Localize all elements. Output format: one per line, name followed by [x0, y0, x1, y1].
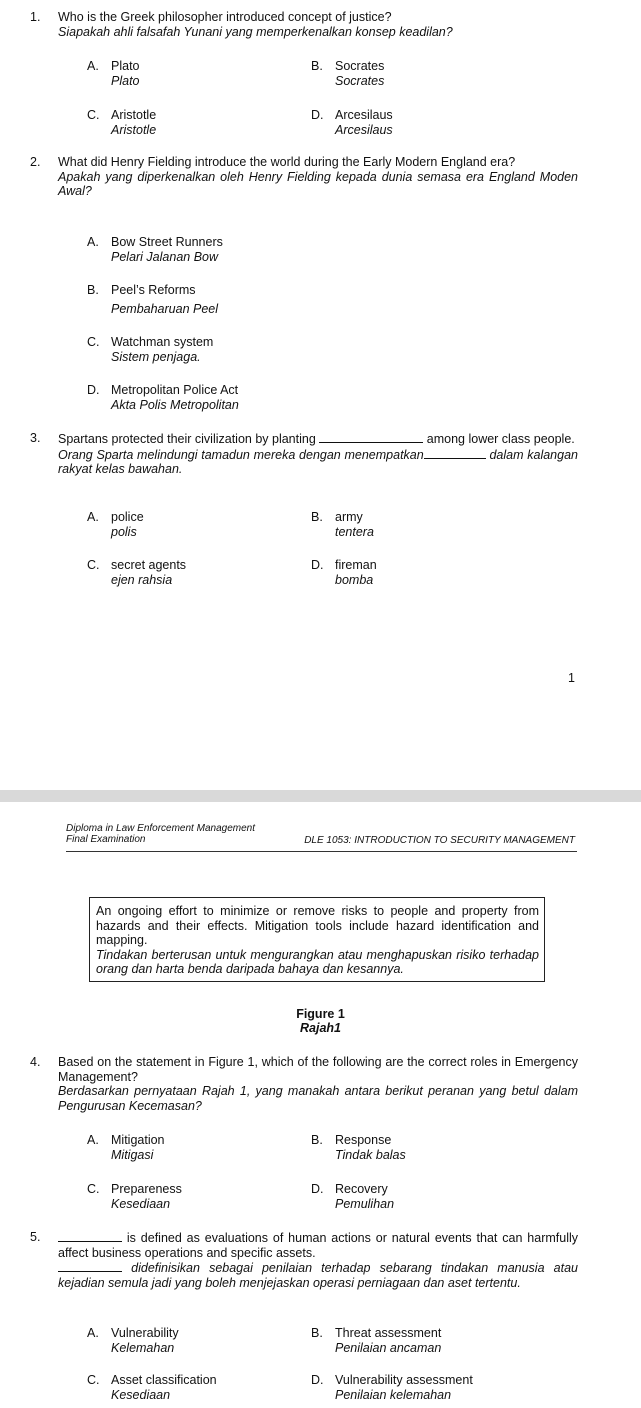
- program-name: Diploma in Law Enforcement Management: [66, 823, 255, 834]
- option-label: D.: [311, 1373, 324, 1387]
- question-text-part: Spartans protected their civilization by planting: [58, 432, 316, 446]
- question-text-ms: Berdasarkan pernyataan Rajah 1, yang manakah antara berikut peranan yang betul dalam Pengurusan Kecemasan?: [58, 1084, 578, 1113]
- option-d[interactable]: [311, 1182, 395, 1211]
- option-text-en: Bow Street Runners: [111, 235, 223, 249]
- answer-blank: [58, 1260, 122, 1272]
- option-text-ms: Pembaharuan Peel: [111, 301, 219, 316]
- option-text-ms: Penilaian kelemahan: [335, 1387, 452, 1402]
- question-number: 2.: [30, 155, 41, 169]
- option-text-en: Aristotle: [111, 108, 157, 122]
- figure-text-en: An ongoing effort to minimize or remove risks to people and property from hazards and their effects. Mitigation tools include hazard identification and mapping.: [96, 904, 539, 947]
- option-label: B.: [311, 59, 323, 73]
- option-text-ms: Pemulihan: [335, 1196, 395, 1211]
- option-label: B.: [311, 510, 323, 524]
- question-2: [30, 155, 578, 199]
- option-b[interactable]: [311, 510, 374, 539]
- option-label: B.: [311, 1326, 323, 1340]
- option-text-ms: Aristotle: [111, 122, 157, 137]
- page-number: 1: [568, 671, 575, 685]
- option-text-ms: Pelari Jalanan Bow: [111, 249, 219, 264]
- option-text-en: Mitigation: [111, 1133, 165, 1147]
- option-text-ms: Kelemahan: [111, 1340, 175, 1355]
- answer-blank: [58, 1230, 122, 1242]
- question-text-part: didefinisikan sebagai penilaian terhadap sebarang tindakan manusia atau kejadian semula jadi yang boleh menjejaskan operasi perniagaan dan aset tertentu.: [58, 1261, 578, 1290]
- option-b[interactable]: [311, 59, 385, 88]
- option-label: C.: [87, 1373, 100, 1387]
- option-text-ms: polis: [111, 524, 137, 539]
- option-text-ms: Penilaian ancaman: [335, 1340, 442, 1355]
- question-number: 3.: [30, 431, 41, 445]
- option-text-en: Vulnerability: [111, 1326, 179, 1340]
- option-label: A.: [87, 235, 99, 249]
- option-text-en: Watchman system: [111, 335, 214, 349]
- option-text-en: Socrates: [335, 59, 385, 73]
- question-4: [30, 1055, 578, 1113]
- figure-1-box: [89, 897, 545, 982]
- option-text-en: police: [111, 510, 144, 524]
- option-d[interactable]: [311, 108, 393, 137]
- option-text-en: Vulnerability assessment: [335, 1373, 473, 1387]
- question-number: 5.: [30, 1230, 41, 1244]
- option-label: A.: [87, 1326, 99, 1340]
- question-3: [30, 431, 578, 477]
- option-c[interactable]: [87, 335, 214, 364]
- question-number: 4.: [30, 1055, 41, 1069]
- page-header-left: [66, 823, 255, 845]
- answer-blank: [319, 431, 423, 443]
- question-text-en: What did Henry Fielding introduce the world during the Early Modern England era?: [58, 155, 516, 169]
- option-text-ms: Plato: [111, 73, 140, 88]
- option-text-ms: bomba: [335, 572, 374, 587]
- question-1: [30, 10, 578, 39]
- option-text-ms: Arcesilaus: [335, 122, 393, 137]
- option-text-en: Peel’s Reforms: [111, 283, 196, 297]
- question-text-ms: [58, 1260, 578, 1290]
- option-text-ms: Mitigasi: [111, 1147, 154, 1162]
- option-text-en: secret agents: [111, 558, 187, 572]
- option-b[interactable]: [87, 283, 219, 316]
- option-a[interactable]: [87, 235, 223, 264]
- option-d[interactable]: [311, 1373, 473, 1402]
- figure-text-ms: Tindakan berterusan untuk mengurangkan atau menghapuskan risiko terhadap orang dan harta benda daripada bahaya dan kesannya.: [96, 947, 539, 976]
- option-text-ms: tentera: [335, 524, 374, 539]
- option-text-ms: ejen rahsia: [111, 572, 173, 587]
- option-text-en: fireman: [335, 558, 377, 572]
- header-rule: [66, 851, 577, 852]
- option-label: A.: [87, 59, 99, 73]
- option-label: B.: [311, 1133, 323, 1147]
- option-label: A.: [87, 1133, 99, 1147]
- figure-caption-ms: Rajah1: [300, 1021, 341, 1035]
- option-d[interactable]: [311, 558, 377, 587]
- option-c[interactable]: [87, 558, 187, 587]
- option-c[interactable]: [87, 1373, 217, 1402]
- option-text-ms: Sistem penjaga.: [111, 349, 201, 364]
- page-separator: [0, 790, 641, 802]
- option-text-en: Asset classification: [111, 1373, 217, 1387]
- option-a[interactable]: [87, 1133, 165, 1162]
- option-a[interactable]: [87, 59, 140, 88]
- question-text-ms: Siapakah ahli falsafah Yunani yang memperkenalkan konsep keadilan?: [58, 24, 453, 39]
- question-text-en: [58, 431, 578, 447]
- option-text-en: Recovery: [335, 1182, 388, 1196]
- option-text-en: Plato: [111, 59, 140, 73]
- question-number: 1.: [30, 10, 41, 24]
- option-label: C.: [87, 558, 100, 572]
- question-text-part: is defined as evaluations of human actions or natural events that can harmfully affect business operations and specific assets.: [58, 1231, 578, 1260]
- option-d[interactable]: [87, 383, 239, 412]
- figure-caption-en: Figure 1: [296, 1007, 345, 1021]
- option-text-en: Metropolitan Police Act: [111, 383, 239, 397]
- question-text-ms: Apakah yang diperkenalkan oleh Henry Fielding kepada dunia semasa era England Moden Awal?: [58, 169, 578, 198]
- question-5: [30, 1230, 578, 1290]
- option-label: D.: [311, 108, 324, 122]
- option-label: D.: [311, 558, 324, 572]
- option-text-ms: Akta Polis Metropolitan: [111, 397, 239, 412]
- question-text-en: Who is the Greek philosopher introduced concept of justice?: [58, 10, 392, 24]
- exam-name: Final Examination: [66, 834, 146, 845]
- option-b[interactable]: [311, 1326, 442, 1355]
- option-text-ms: Tindak balas: [335, 1147, 406, 1162]
- option-text-en: army: [335, 510, 363, 524]
- option-label: A.: [87, 510, 99, 524]
- answer-blank: [424, 447, 486, 459]
- option-c[interactable]: [87, 1182, 182, 1211]
- option-b[interactable]: [311, 1133, 406, 1162]
- question-text-part: among lower class people.: [426, 432, 575, 446]
- option-label: D.: [311, 1182, 324, 1196]
- question-text-en: [58, 1230, 578, 1260]
- option-text-ms: Socrates: [335, 73, 385, 88]
- course-title: DLE 1053: INTRODUCTION TO SECURITY MANAGEMENT: [304, 835, 575, 846]
- option-label: C.: [87, 335, 100, 349]
- question-text-en: Based on the statement in Figure 1, which of the following are the correct roles in Emergency Management?: [58, 1055, 578, 1084]
- option-label: D.: [87, 383, 100, 397]
- option-text-en: Response: [335, 1133, 392, 1147]
- option-text-ms: Kesediaan: [111, 1387, 171, 1402]
- option-text-en: Prepareness: [111, 1182, 182, 1196]
- option-label: B.: [87, 283, 99, 297]
- option-a[interactable]: [87, 510, 144, 539]
- option-text-ms: Kesediaan: [111, 1196, 171, 1211]
- option-label: C.: [87, 1182, 100, 1196]
- option-c[interactable]: [87, 108, 157, 137]
- option-text-en: Threat assessment: [335, 1326, 442, 1340]
- option-label: C.: [87, 108, 100, 122]
- question-text-part: Orang Sparta melindungi tamadun mereka dengan menempatkan: [58, 447, 424, 462]
- question-text-ms: [58, 447, 578, 477]
- option-text-en: Arcesilaus: [335, 108, 393, 122]
- question-text-part: dalam kalangan rakyat kelas bawahan.: [58, 447, 578, 476]
- option-a[interactable]: [87, 1326, 179, 1355]
